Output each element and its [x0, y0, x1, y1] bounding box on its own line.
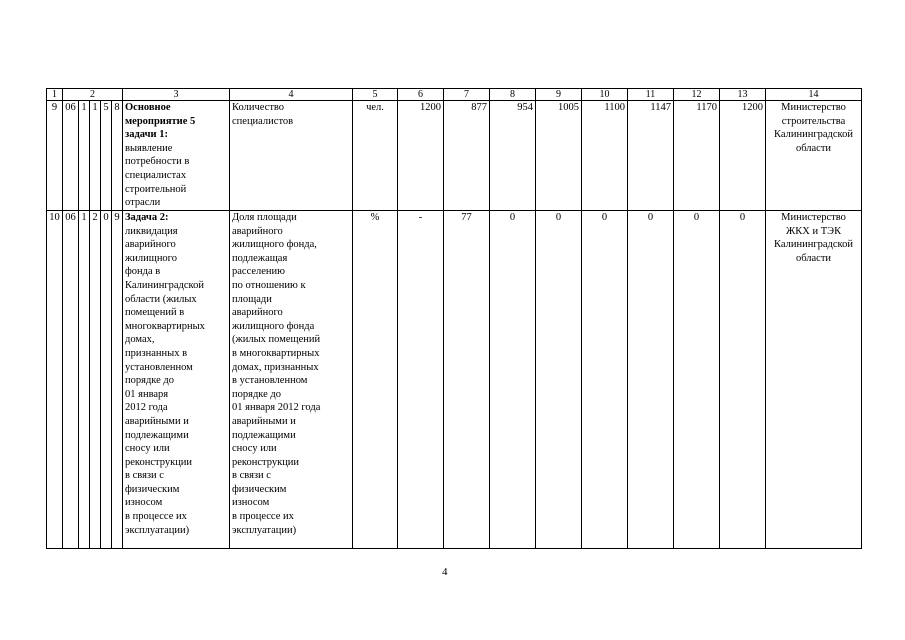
value-cell: 954	[490, 101, 536, 211]
text-line: порядке до	[125, 375, 175, 387]
text-line: в многоквартирных	[232, 347, 320, 359]
text-line: мероприятие 5	[125, 115, 196, 127]
activity-description	[125, 225, 227, 538]
header-cell: 3	[123, 89, 230, 101]
responsible-text	[768, 211, 859, 265]
activity-cell	[123, 211, 230, 549]
header-cell: 9	[536, 89, 582, 101]
header-row	[47, 89, 862, 101]
table-row	[47, 101, 862, 211]
text-line: порядке до	[232, 388, 282, 400]
text-line: подлежащими	[232, 429, 296, 441]
header-cell: 14	[766, 89, 862, 101]
header-cell: 6	[398, 89, 444, 101]
text-line: площади	[232, 293, 272, 305]
text-line: строительства	[781, 115, 846, 127]
value-cell: 0	[628, 211, 674, 549]
text-line: Задача 2:	[125, 212, 169, 223]
code-part: 9	[112, 211, 123, 549]
text-line: Калининградской	[125, 279, 204, 291]
data-table	[46, 88, 862, 549]
header-cell: 7	[444, 89, 490, 101]
text-line: аварийными и	[125, 415, 189, 427]
page-number: 4	[442, 566, 448, 578]
value-cell: 1147	[628, 101, 674, 211]
value-cell: 0	[536, 211, 582, 549]
text-line: жилищного	[125, 252, 177, 264]
row-number: 10	[47, 211, 63, 549]
text-line: специалистов	[232, 115, 294, 127]
text-line: области (жилых	[125, 293, 197, 305]
text-line: потребности в	[125, 156, 190, 168]
text-line: реконструкции	[232, 456, 300, 468]
text-line: многоквартирных	[125, 320, 205, 332]
value-cell: 0	[674, 211, 720, 549]
unit-cell: %	[353, 211, 398, 549]
value-cell: 1100	[582, 101, 628, 211]
text-line: подлежащими	[125, 429, 189, 441]
text-line: установленном	[125, 361, 193, 373]
text-line: ЖКХ и ТЭК	[785, 225, 842, 237]
value-cell: -	[398, 211, 444, 549]
text-line: сносу или	[125, 443, 170, 455]
code-part: 8	[112, 101, 123, 211]
unit-cell: чел.	[353, 101, 398, 211]
text-line: отрасли	[125, 197, 161, 209]
text-line: в установленном	[232, 375, 308, 387]
text-line: реконструкции	[125, 456, 193, 468]
responsible-cell	[766, 101, 862, 211]
value-cell: 1170	[674, 101, 720, 211]
header-cell: 12	[674, 89, 720, 101]
text-line: аварийного	[232, 225, 283, 237]
text-line: Министерство	[781, 102, 846, 113]
header-cell: 8	[490, 89, 536, 101]
text-line: по отношению к	[232, 279, 306, 291]
value-cell: 1005	[536, 101, 582, 211]
value-cell: 1200	[398, 101, 444, 211]
text-line: Калининградской	[774, 239, 853, 251]
text-line: 01 января 2012 года	[232, 402, 321, 414]
text-line: домах,	[125, 334, 155, 346]
text-line: задачи 1:	[125, 129, 168, 141]
activity-cell	[123, 101, 230, 211]
text-line: эксплуатации)	[232, 524, 297, 536]
text-line: в связи с	[125, 470, 164, 482]
indicator-text	[232, 211, 350, 537]
value-cell: 1200	[720, 101, 766, 211]
text-line: жилищного фонда,	[232, 239, 317, 251]
header-cell: 4	[230, 89, 353, 101]
text-line: аварийного	[125, 239, 176, 251]
text-line: в процессе их	[232, 511, 294, 523]
text-line: подлежащая	[232, 252, 288, 264]
text-line: выявление	[125, 142, 173, 154]
indicator-cell	[230, 101, 353, 211]
text-line: аварийными и	[232, 415, 296, 427]
code-part: 5	[101, 101, 112, 211]
activity-description	[125, 142, 227, 210]
text-line: Основное	[125, 102, 171, 113]
header-cell: 5	[353, 89, 398, 101]
text-line: специалистах	[125, 169, 187, 181]
table-row	[47, 211, 862, 549]
header-cell: 1	[47, 89, 63, 101]
value-cell: 0	[490, 211, 536, 549]
header-cell: 11	[628, 89, 674, 101]
indicator-text	[232, 101, 350, 128]
text-line: 01 января	[125, 388, 169, 400]
value-cell: 0	[582, 211, 628, 549]
text-line: Количество	[232, 102, 285, 113]
text-line: помещений в	[125, 307, 185, 319]
text-line: Доля площади	[232, 212, 297, 223]
text-line: фонда в	[125, 266, 161, 278]
code-part: 0	[101, 211, 112, 549]
activity-title	[125, 101, 227, 142]
text-line: износом	[232, 497, 270, 509]
value-cell: 77	[444, 211, 490, 549]
code-part: 1	[90, 101, 101, 211]
text-line: аварийного	[232, 307, 283, 319]
text-line: в процессе их	[125, 511, 187, 523]
text-line: в связи с	[232, 470, 271, 482]
text-line: ликвидация	[125, 225, 178, 237]
responsible-text	[768, 101, 859, 155]
text-line: эксплуатации)	[125, 524, 190, 536]
value-cell: 877	[444, 101, 490, 211]
code-part: 1	[79, 101, 90, 211]
text-line: износом	[125, 497, 163, 509]
text-line: признанных в	[125, 347, 188, 359]
text-line: Калининградской	[774, 129, 853, 141]
value-cell: 0	[720, 211, 766, 549]
header-cell: 13	[720, 89, 766, 101]
code-part: 06	[63, 101, 79, 211]
text-line: области	[795, 142, 832, 154]
code-part: 06	[63, 211, 79, 549]
row-number: 9	[47, 101, 63, 211]
text-line: (жилых помещений	[232, 334, 321, 346]
text-line: Министерство	[781, 212, 846, 223]
header-cell: 2	[63, 89, 123, 101]
code-part: 2	[90, 211, 101, 549]
text-line: расселению	[232, 266, 286, 278]
responsible-cell	[766, 211, 862, 549]
indicator-cell	[230, 211, 353, 549]
header-cell: 10	[582, 89, 628, 101]
text-line: области	[795, 252, 832, 264]
text-line: домах, признанных	[232, 361, 319, 373]
text-line: физическим	[125, 483, 180, 495]
activity-title	[125, 211, 227, 225]
code-part: 1	[79, 211, 90, 549]
text-line: физическим	[232, 483, 287, 495]
text-line: жилищного фонда	[232, 320, 315, 332]
text-line: сносу или	[232, 443, 277, 455]
text-line: 2012 года	[125, 402, 168, 414]
text-line: строительной	[125, 183, 187, 195]
